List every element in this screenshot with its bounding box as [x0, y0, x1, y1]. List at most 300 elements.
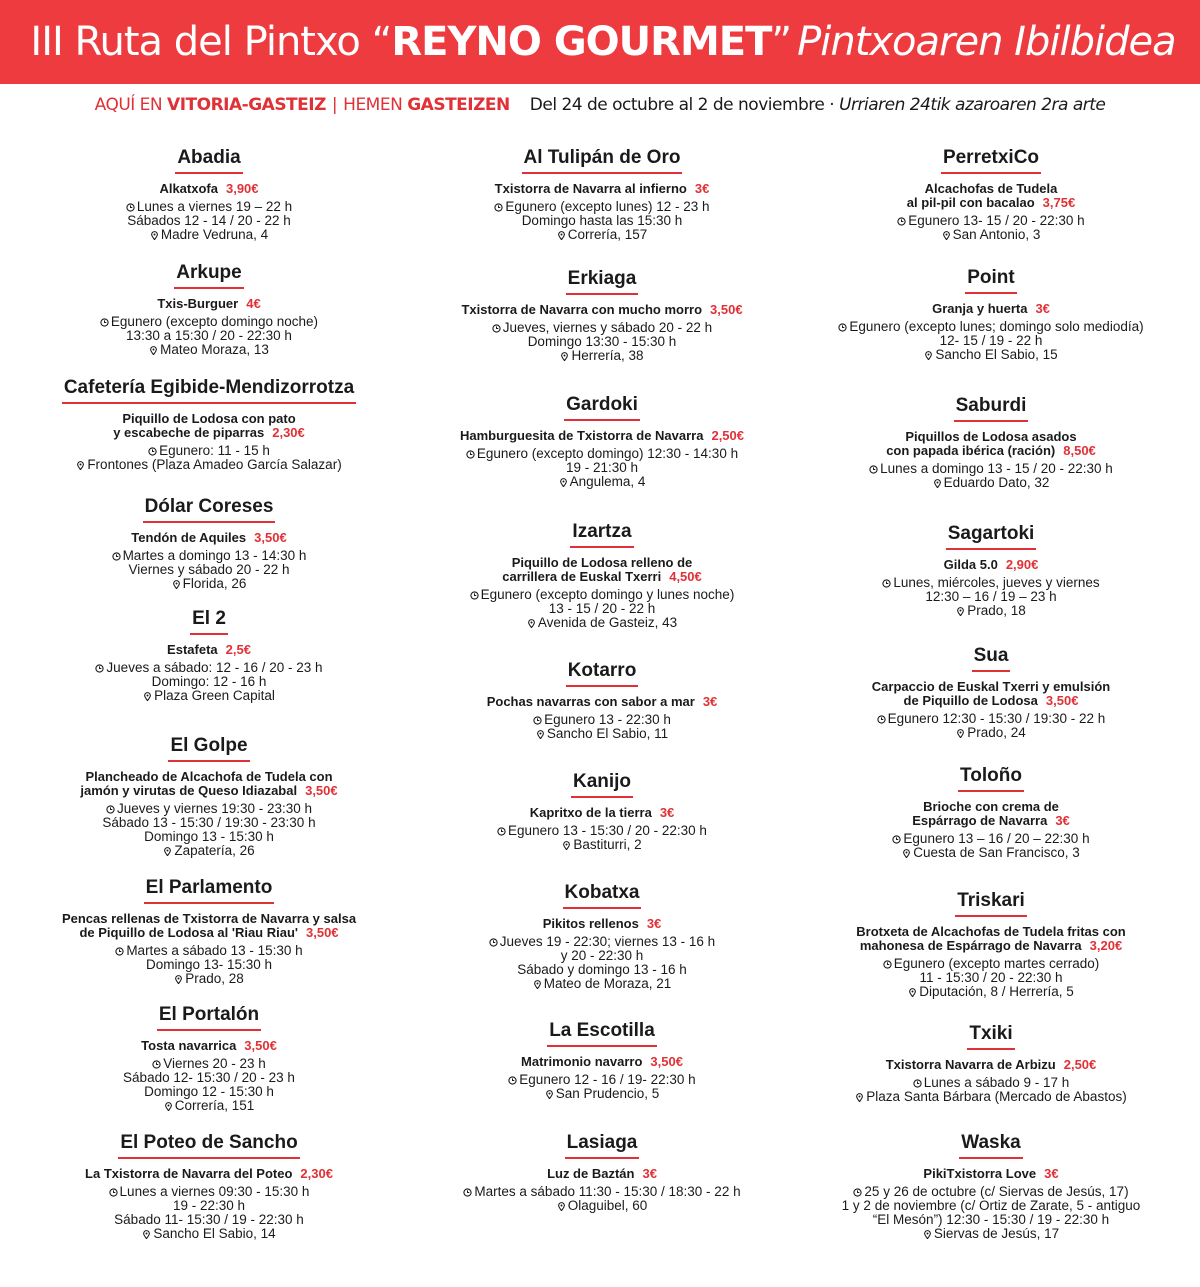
opening-hours	[402, 214, 802, 228]
opening-hours	[9, 214, 409, 228]
hours-text: Egunero (excepto martes cerrado)	[893, 956, 1100, 971]
location-pin-icon	[150, 231, 159, 240]
hours-text: “El Mesón”) 12:30 - 15:30 / 19 - 22:30 h	[872, 1212, 1110, 1227]
pintxo-price: 3,50€	[710, 302, 743, 317]
address-text: Olaguibel, 60	[567, 1198, 648, 1213]
venue-info	[791, 214, 1191, 242]
venue-name: Waska	[959, 1132, 1023, 1159]
address-text: Prado, 24	[967, 725, 1026, 740]
venue-address	[402, 616, 802, 630]
venue-name: El Poteo de Sancho	[118, 1132, 299, 1159]
venue-name: Abadia	[175, 147, 242, 174]
venue-name: PerretxiCo	[941, 147, 1041, 174]
pintxo-name	[9, 1039, 409, 1053]
address-text: Prado, 28	[185, 971, 244, 986]
pintxo-name	[791, 558, 1191, 572]
location-pin-icon	[855, 1093, 864, 1102]
pintxo-title: La Txistorra de Navarra del Poteo	[85, 1166, 293, 1181]
venue-card	[9, 262, 409, 357]
hours-text: Viernes 20 - 23 h	[163, 1056, 266, 1071]
venue-info	[791, 832, 1191, 860]
venue-card	[9, 1132, 409, 1241]
venue-name: Toloño	[958, 765, 1024, 792]
location-pin-icon	[924, 351, 933, 360]
address-text: Correría, 151	[174, 1098, 255, 1113]
opening-hours	[9, 1185, 409, 1199]
pintxo-price: 3€	[646, 916, 662, 931]
venue-card	[9, 608, 409, 703]
venue-address	[791, 348, 1191, 362]
pintxo-price: 2,50€	[711, 428, 745, 443]
pintxo-name	[402, 695, 802, 709]
pintxo-price: 4,50€	[669, 569, 702, 584]
hours-text: Martes a sábado 11:30 - 15:30 / 18:30 - 22 h	[474, 1184, 741, 1199]
venue-name: El 2	[190, 608, 228, 635]
hours-text: 11 - 15:30 / 20 - 22:30 h	[919, 970, 1063, 985]
pintxo-name	[791, 302, 1191, 316]
opening-hours	[791, 462, 1191, 476]
hours-text: 1 y 2 de noviembre (c/ Ortiz de Zarate, 5 - antiguo	[841, 1198, 1141, 1213]
hours-text: Egunero 13- 15 / 20 - 22:30 h	[908, 213, 1085, 228]
opening-hours	[791, 334, 1191, 348]
opening-hours	[9, 315, 409, 329]
venue-info	[402, 200, 802, 242]
address-text: Florida, 26	[182, 576, 247, 591]
venue-card	[791, 765, 1191, 860]
opening-hours	[9, 802, 409, 816]
pintxo-price: 3,50€	[1045, 693, 1079, 708]
hours-text: 25 y 26 de octubre (c/ Siervas de Jesús, 17)	[864, 1184, 1129, 1199]
opening-hours	[791, 320, 1191, 334]
location-pin-icon	[557, 1202, 566, 1211]
opening-hours	[791, 832, 1191, 846]
venue-address	[402, 1087, 802, 1101]
pintxo-title: Pencas rellenas de Txistorra de Navarra y salsa de Piquillo de Lodosa al 'Riau Riau'	[61, 911, 357, 940]
pintxo-title: Piquillos de Lodosa asados con papada ibérica (ración)	[886, 429, 1077, 458]
venue-card	[402, 394, 802, 489]
event-dates: Del 24 de octubre al 2 de noviembre · Urriaren 24tik azaroaren 2ra arte	[529, 95, 1106, 115]
address-text: San Prudencio, 5	[555, 1086, 660, 1101]
location-pin-icon	[557, 231, 566, 240]
clock-icon	[100, 318, 109, 327]
venue-info	[9, 200, 409, 242]
pintxo-title: Plancheado de Alcachofa de Tudela con jamón y virutas de Queso Idiazabal	[80, 769, 333, 798]
hours-text: Egunero 13 - 15:30 / 20 - 22:30 h	[508, 823, 707, 838]
hours-text: Lunes, miércoles, jueves y viernes	[893, 575, 1100, 590]
clock-icon	[466, 450, 475, 459]
venue-info	[9, 944, 409, 986]
venue-info	[791, 576, 1191, 618]
pintxo-price: 3€	[659, 805, 675, 820]
location-es: AQUÍ EN VITORIA-GASTEIZ	[94, 95, 326, 115]
hours-text: Martes a domingo 13 - 14:30 h	[122, 548, 307, 563]
venue-name: Lasiaga	[565, 1132, 640, 1159]
hours-text: 12:30 – 16 / 19 – 23 h	[925, 589, 1057, 604]
hours-text: Sábado 11- 15:30 / 19 - 22:30 h	[114, 1212, 304, 1227]
venue-info	[402, 713, 802, 741]
clock-icon	[897, 217, 906, 226]
pintxo-price: 3€	[1055, 813, 1070, 828]
location-pin-icon	[923, 1230, 932, 1239]
hours-text: Domingo 13- 15:30 h	[145, 957, 273, 972]
hours-text: Lunes a viernes 09:30 - 15:30 h	[119, 1184, 310, 1199]
address-text: Prado, 18	[967, 603, 1026, 618]
location-pin-icon	[533, 980, 542, 989]
address-text: Mateo de Moraza, 21	[543, 976, 672, 991]
address-text: Correría, 157	[567, 227, 648, 242]
venue-info	[402, 588, 802, 630]
opening-hours	[402, 935, 802, 949]
venue-card	[9, 877, 409, 986]
pintxo-title: Hamburguesita de Txistorra de Navarra	[459, 428, 704, 443]
venue-info	[402, 447, 802, 489]
pintxo-price: 2,5€	[225, 642, 251, 657]
hours-text: Domingo 13 - 15:30 h	[144, 829, 274, 844]
venue-address	[791, 1090, 1191, 1104]
opening-hours	[402, 321, 802, 335]
address-text: Zapatería, 26	[174, 843, 255, 858]
location-pin-icon	[559, 478, 568, 487]
venue-address	[402, 475, 802, 489]
pintxo-name	[791, 1167, 1191, 1181]
opening-hours	[9, 958, 409, 972]
pintxo-title: Carpaccio de Euskal Txerri y emulsión de Piquillo de Lodosa	[871, 679, 1111, 708]
location-pin-icon	[149, 346, 158, 355]
pintxo-title: Txistorra de Navarra al infierno	[494, 181, 687, 196]
venue-card	[9, 377, 409, 472]
venue-address	[9, 972, 409, 986]
opening-hours	[402, 200, 802, 214]
venue-info	[9, 549, 409, 591]
address-text: Sancho El Sabio, 14	[153, 1226, 276, 1241]
pintxo-title: PikiTxistorra Love	[923, 1166, 1037, 1181]
opening-hours	[9, 1213, 409, 1227]
pintxo-title: Tendón de Aquiles	[131, 530, 247, 545]
pintxo-price: 2,50€	[1063, 1057, 1097, 1072]
venue-info	[9, 1185, 409, 1241]
venue-card	[791, 1023, 1191, 1104]
pintxo-price: 2,90€	[1005, 557, 1039, 572]
hours-text: Egunero (excepto domingo y lunes noche)	[480, 587, 735, 602]
pintxo-price: 3,50€	[244, 1038, 277, 1053]
venue-info	[9, 315, 409, 357]
pintxo-title: Brioche con crema de Espárrago de Navarra	[912, 799, 1059, 828]
location-pin-icon	[536, 730, 545, 739]
location-pin-icon	[143, 692, 152, 701]
address-text: Eduardo Dato, 32	[943, 475, 1050, 490]
opening-hours	[9, 1199, 409, 1213]
hours-text: Lunes a sábado 9 - 17 h	[923, 1075, 1070, 1090]
pintxo-name	[791, 182, 1191, 210]
subheader	[0, 92, 1200, 118]
clock-icon	[494, 203, 503, 212]
hours-text: Egunero (excepto domingo noche)	[110, 314, 319, 329]
pintxo-title: Luz de Baztán	[547, 1166, 635, 1181]
venue-name: Dólar Coreses	[143, 496, 276, 523]
address-text: Plaza Green Capital	[154, 688, 275, 703]
opening-hours	[9, 944, 409, 958]
clock-icon	[838, 323, 847, 332]
venue-name: Gardoki	[564, 394, 640, 421]
location-pin-icon	[527, 619, 536, 628]
opening-hours	[9, 200, 409, 214]
opening-hours	[402, 824, 802, 838]
pintxo-price: 3,20€	[1089, 938, 1123, 953]
location-pin-icon	[172, 580, 181, 589]
hours-text: 19 - 21:30 h	[565, 460, 639, 475]
hours-text: Egunero (excepto domingo) 12:30 - 14:30 h	[476, 446, 739, 461]
address-text: Sancho El Sabio, 11	[546, 726, 669, 741]
hours-text: Viernes y sábado 20 - 22 h	[128, 562, 290, 577]
clock-icon	[492, 324, 501, 333]
pintxo-name	[791, 1058, 1191, 1072]
opening-hours	[9, 661, 409, 675]
venue-address	[402, 349, 802, 363]
opening-hours	[791, 957, 1191, 971]
opening-hours	[402, 461, 802, 475]
pintxo-price: 3,50€	[306, 925, 339, 940]
location-pin-icon	[142, 1230, 151, 1239]
pintxo-name	[402, 1055, 802, 1069]
venue-name: Arkupe	[174, 262, 243, 289]
venue-info	[402, 321, 802, 363]
pintxo-name	[402, 303, 802, 317]
clock-icon	[882, 579, 891, 588]
pintxo-name	[402, 1167, 802, 1181]
venue-name: El Parlamento	[144, 877, 275, 904]
pintxo-title: Txistorra de Navarra con mucho morro	[461, 302, 703, 317]
hours-text: Sábados 12 - 14 / 20 - 22 h	[127, 213, 291, 228]
hours-text: Martes a sábado 13 - 15:30 h	[126, 943, 303, 958]
pintxo-title: Brotxeta de Alcachofas de Tudela fritas con mahonesa de Espárrago de Navarra	[856, 924, 1126, 953]
clock-icon	[106, 805, 115, 814]
clock-icon	[913, 1079, 922, 1088]
location-pin-icon	[562, 841, 571, 850]
clock-icon	[853, 1188, 862, 1197]
venue-name: Kobatxa	[563, 882, 642, 909]
venue-card	[9, 735, 409, 858]
opening-hours	[402, 588, 802, 602]
venue-card	[791, 645, 1191, 740]
venue-name: Izartza	[570, 521, 633, 548]
venue-address	[9, 1099, 409, 1113]
opening-hours	[791, 1199, 1191, 1213]
address-text: Bastiturri, 2	[573, 837, 642, 852]
pintxo-name	[791, 925, 1191, 953]
address-text: Sancho El Sabio, 15	[935, 347, 1058, 362]
hours-text: Egunero 12:30 - 15:30 / 19:30 - 22 h	[887, 711, 1106, 726]
clock-icon	[112, 552, 121, 561]
opening-hours	[9, 563, 409, 577]
venue-name: Kanijo	[571, 771, 633, 798]
clock-icon	[126, 203, 135, 212]
venue-info	[791, 712, 1191, 740]
venue-card	[402, 147, 802, 242]
address-text: Avenida de Gasteiz, 43	[537, 615, 678, 630]
hours-text: Egunero (excepto lunes) 12 - 23 h	[505, 199, 710, 214]
clock-icon	[470, 591, 479, 600]
pintxo-name	[9, 643, 409, 657]
venue-card	[791, 267, 1191, 362]
location-pin-icon	[174, 975, 183, 984]
venue-address	[9, 458, 409, 472]
location-pin-icon	[163, 847, 172, 856]
venue-address	[402, 727, 802, 741]
address-text: Angulema, 4	[569, 474, 646, 489]
opening-hours	[402, 335, 802, 349]
venue-address	[402, 228, 802, 242]
pintxo-price: 3€	[1035, 301, 1050, 316]
pintxo-title: Kapritxo de la tierra	[529, 805, 652, 820]
venue-name: Sagartoki	[946, 523, 1037, 550]
venue-info	[402, 935, 802, 991]
venue-info	[9, 444, 409, 472]
venue-info	[402, 1073, 802, 1101]
opening-hours	[402, 602, 802, 616]
pintxo-name	[9, 1167, 409, 1181]
venue-address	[9, 343, 409, 357]
pintxo-name	[402, 182, 802, 196]
venue-info	[791, 957, 1191, 999]
opening-hours	[791, 1076, 1191, 1090]
opening-hours	[402, 963, 802, 977]
hours-text: 13:30 a 15:30 / 20 - 22:30 h	[126, 328, 292, 343]
pintxo-price: 2,30€	[300, 1166, 333, 1181]
opening-hours	[9, 1085, 409, 1099]
venue-info	[791, 320, 1191, 362]
pintxo-title: Alkatxofa	[159, 181, 218, 196]
clock-icon	[115, 947, 124, 956]
clock-icon	[869, 465, 878, 474]
hours-text: Egunero 13 - 22:30 h	[544, 712, 671, 727]
venue-name: Saburdi	[954, 395, 1029, 422]
clock-icon	[148, 447, 157, 456]
venue-name: Txiki	[967, 1023, 1014, 1050]
opening-hours	[402, 1185, 802, 1199]
hours-text: Lunes a viernes 19 – 22 h	[136, 199, 293, 214]
venue-card	[9, 147, 409, 242]
address-text: Frontones (Plaza Amadeo García Salazar)	[87, 457, 342, 472]
venue-info	[9, 802, 409, 858]
clock-icon	[95, 664, 104, 673]
clock-icon	[109, 1188, 118, 1197]
hours-text: 13 - 15 / 20 - 22 h	[548, 601, 656, 616]
pintxo-name	[9, 531, 409, 545]
venue-card	[402, 268, 802, 363]
venue-address	[9, 228, 409, 242]
venue-name: Al Tulipán de Oro	[522, 147, 683, 174]
pintxo-price: 3€	[694, 181, 710, 196]
venue-card	[402, 521, 802, 630]
location-pin-icon	[942, 231, 951, 240]
clock-icon	[508, 1076, 517, 1085]
opening-hours	[9, 329, 409, 343]
venue-info	[791, 1076, 1191, 1104]
pintxo-title: Pochas navarras con sabor a mar	[486, 694, 695, 709]
pintxo-name	[791, 800, 1191, 828]
location-pin-icon	[956, 729, 965, 738]
opening-hours	[9, 444, 409, 458]
venue-name: Point	[965, 267, 1017, 294]
clock-icon	[877, 715, 886, 724]
hours-text: Sábado 13 - 15:30 / 19:30 - 23:30 h	[102, 815, 316, 830]
location-pin-icon	[933, 479, 942, 488]
pintxo-price: 4€	[246, 296, 261, 311]
venue-info	[9, 1057, 409, 1113]
pintxo-price: 3,50€	[254, 530, 287, 545]
pintxo-title: Granja y huerta	[932, 301, 1028, 316]
venue-address	[402, 977, 802, 991]
venue-card	[402, 1132, 802, 1213]
hours-text: Lunes a domingo 13 - 15 / 20 - 22:30 h	[880, 461, 1113, 476]
location-eu: HEMEN GASTEIZEN	[343, 95, 510, 115]
venue-card	[402, 882, 802, 991]
venue-card	[402, 771, 802, 852]
opening-hours	[791, 971, 1191, 985]
hours-text: Sábado 12- 15:30 / 20 - 23 h	[123, 1070, 295, 1085]
opening-hours	[791, 214, 1191, 228]
pintxo-title: Matrimonio navarro	[521, 1054, 643, 1069]
venue-card	[791, 147, 1191, 242]
pintxo-name	[791, 430, 1191, 458]
opening-hours	[791, 1213, 1191, 1227]
clock-icon	[533, 716, 542, 725]
venue-address	[791, 476, 1191, 490]
pintxo-name	[9, 297, 409, 311]
venue-address	[791, 228, 1191, 242]
address-text: Madre Vedruna, 4	[160, 227, 269, 242]
clock-icon	[152, 1060, 161, 1069]
location-pin-icon	[545, 1090, 554, 1099]
hours-text: Egunero 12 - 16 / 19- 22:30 h	[519, 1072, 696, 1087]
venue-address	[791, 846, 1191, 860]
clock-icon	[463, 1188, 472, 1197]
pintxo-title: Pikitos rellenos	[542, 916, 639, 931]
venue-name: Sua	[972, 645, 1011, 672]
hours-text: Domingo 13:30 - 15:30 h	[527, 334, 677, 349]
location-pin-icon	[902, 849, 911, 858]
address-text: Siervas de Jesús, 17	[933, 1226, 1060, 1241]
pintxo-name	[791, 680, 1191, 708]
clock-icon	[883, 960, 892, 969]
venue-info	[791, 462, 1191, 490]
hours-text: 12- 15 / 19 - 22 h	[939, 333, 1043, 348]
hours-text: y 20 - 22:30 h	[560, 948, 644, 963]
venue-address	[791, 726, 1191, 740]
pintxo-price: 3€	[642, 1166, 657, 1181]
pintxo-name	[9, 912, 409, 940]
pintxo-title: Estafeta	[167, 642, 218, 657]
pintxo-name	[9, 182, 409, 196]
opening-hours	[402, 1073, 802, 1087]
hours-text: Jueves, viernes y sábado 20 - 22 h	[502, 320, 713, 335]
hours-text: Jueves 19 - 22:30; viernes 13 - 16 h	[499, 934, 716, 949]
pintxo-price: 3€	[1044, 1166, 1059, 1181]
address-text: Cuesta de San Francisco, 3	[913, 845, 1080, 860]
opening-hours	[9, 1071, 409, 1085]
opening-hours	[9, 549, 409, 563]
hours-text: Egunero: 11 - 15 h	[159, 443, 270, 458]
venue-address	[9, 844, 409, 858]
venue-name: El Golpe	[168, 735, 249, 762]
pintxo-name	[402, 806, 802, 820]
venue-card	[402, 660, 802, 741]
title-basque: Pintxoaren Ibilbidea	[797, 19, 1176, 65]
venue-info	[402, 824, 802, 852]
location-pin-icon	[560, 352, 569, 361]
location-pin-icon	[76, 461, 85, 470]
pintxo-price: 3,50€	[305, 783, 338, 798]
